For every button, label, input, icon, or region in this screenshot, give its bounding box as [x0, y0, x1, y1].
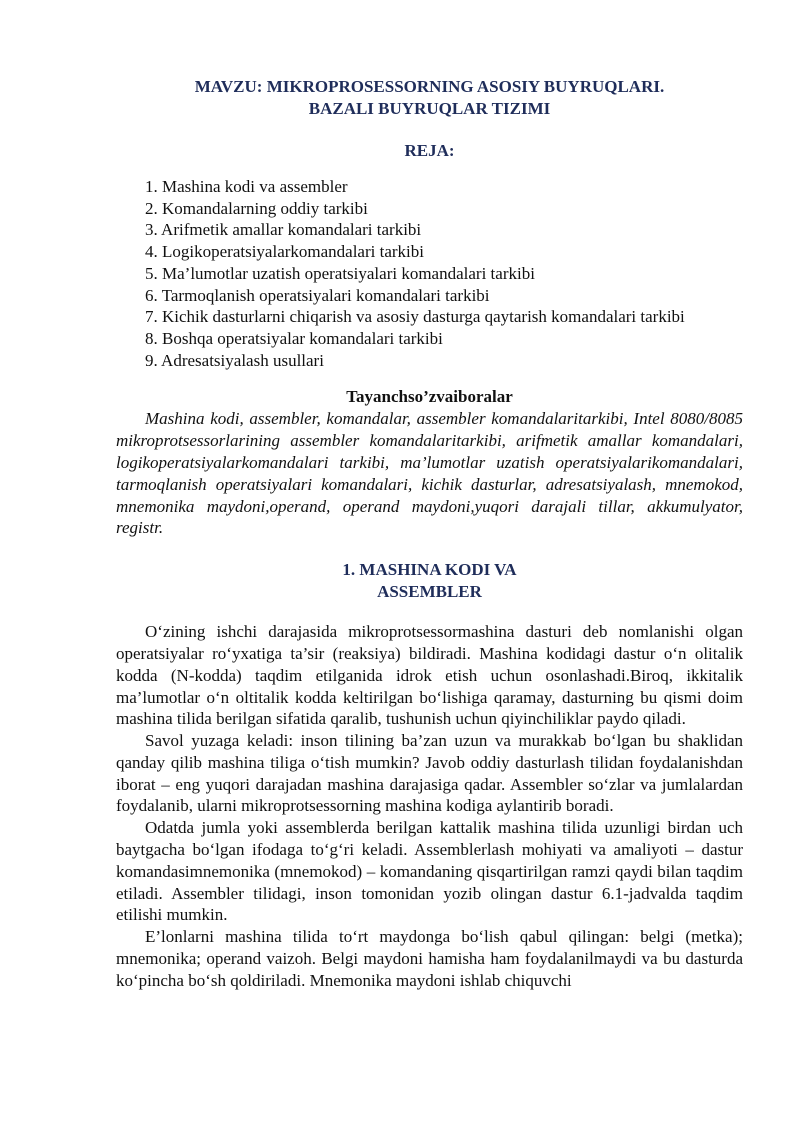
plan-item: 7. Kichik dasturlarni chiqarish va asosiy dasturga qaytarish komandalari tarkibi: [145, 307, 685, 327]
keywords-text: Mashina kodi, assembler, komandalar, assembler komandalaritarkibi, Intel 8080/8085 mikroprotsessorlarining assembler komandalaritarkibi, arifmetik amallar komandalari, logikoperatsiyalarkomandalari tarkibi, ma’lumotlar uzatish operatsiyalarikomandalari, tarmoqlanish operatsiyalari komandalari, kichik dasturlar, adresatsiyalash, mnemokod, mnemonika maydoni,operand, operand maydoni,yuqori darajali tillar, akkumulyator, registr.: [116, 409, 743, 538]
plan-item: 3. Arifmetik amallar komandalari tarkibi: [145, 220, 422, 240]
section-title: [116, 559, 743, 603]
plan-item: 5. Ma’lumotlar uzatish operatsiyalari komandalari tarkibi: [145, 263, 535, 283]
plan-item: 8. Boshqa operatsiyalar komandalari tarkibi: [145, 328, 443, 348]
body-paragraph: E’lonlarni mashina tilida to‘rt maydonga bo‘lish qabul qilingan: belgi (metka); mnemonika; operand vaizoh. Belgi maydoni hamisha ham foydalanilmaydi va bu dasturda ko‘pincha bo‘sh qoldiriladi. Mnemonika maydoni ishlab chiquvchi: [116, 927, 743, 990]
plan-item: 9. Adresatsiyalash usullari: [145, 350, 324, 370]
body-paragraph: O‘zining ishchi darajasida mikroprotsessormashina dasturi deb nomlanishi olgan operatsiyalar ro‘yxatiga ta’sir (reaksiya) bildiradi. Mashina kodidagi dastur o‘n olitalik kodda (N-kodda) taqdim etilganida idrok etish uchun osonlashadi.Biroq, ikkitalik ma’lumotlar o‘n oltitalik kodda keltirilgan bo‘lishiga qaramay, dasturning bu qismi doim mashina tilida berilgan sifatida qaralib, tushunish uchun qiyinchiliklar paydo qiladi.: [116, 622, 743, 729]
plan-list: [116, 176, 743, 371]
title-line-2: BAZALI BUYRUQLAR TIZIMI: [308, 99, 551, 118]
body-paragraph: Odatda jumla yoki assemblerda berilgan kattalik mashina tilida uzunligi birdan uch baytgacha bo‘lgan ifodaga to‘g‘ri keladi. Assemblerlash mohiyati va amaliyoti – dastur komandasimnemonika (mnemokod) – komandaning qisqartirilgan ramzi qaydi bilan taqdim etiladi. Assembler tilidagi, inson tomonidan yozib olingan dastur 6.1-jadvalda taqdim etilishi mumkin.: [116, 818, 743, 925]
plan-item: 1. Mashina kodi va assembler: [145, 177, 348, 196]
page-title: [116, 76, 743, 120]
section-title-line-2: ASSEMBLER: [377, 582, 482, 602]
keywords-heading: Tayanchso’zvaiboralar: [346, 387, 513, 407]
reja-heading: REJA:: [404, 141, 455, 160]
plan-item: 6. Tarmoqlanish operatsiyalari komandalari tarkibi: [145, 285, 490, 305]
body-paragraph: Savol yuzaga keladi: inson tilining ba’zan uzun va murakkab bo‘lgan bu shaklidan qanday qilib mashina tiliga o‘tish mumkin? Javob oddiy dasturlash tilidan foydalanishdan iborat – eng yuqori darajadan mashina darajasiga qadar. Assembler so‘zlar va jumlalardan foydalanib, ularni mikroprotsessorning mashina kodiga aylantirib boradi.: [116, 731, 743, 816]
plan-item: 2. Komandalarning oddiy tarkibi: [145, 198, 368, 218]
plan-item: 4. Logikoperatsiyalarkomandalari tarkibi: [145, 242, 424, 262]
title-line-1: MAVZU: MIKROPROSESSORNING ASOSIY BUYRUQLARI.: [194, 77, 665, 96]
section-title-line-1: 1. MASHINA KODI VA: [342, 560, 517, 580]
